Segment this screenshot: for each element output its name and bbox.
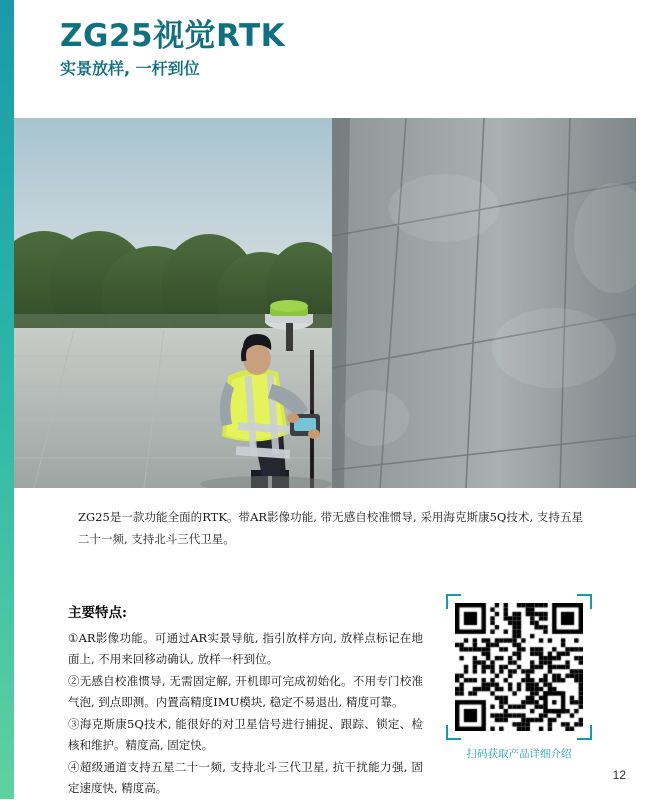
photo-illustration — [14, 118, 636, 488]
features-list — [68, 628, 423, 800]
page-subtitle: 实景放样, 一杆到位 — [60, 59, 200, 78]
qr-corner-bottom-left — [446, 725, 461, 740]
qr-corner-top-left — [446, 594, 461, 609]
feature-item: ②无感自校准惯导, 无需固定解, 开机即可完成初始化。不用专门校准气泡, 到点即测。内置高精度IMU模块, 稳定不易退出, 精度可靠。 — [68, 674, 423, 709]
qr-code-block[interactable] — [455, 603, 583, 731]
product-photo — [14, 118, 636, 488]
qr-code-icon[interactable] — [455, 603, 583, 731]
features-heading: 主要特点: — [68, 605, 127, 621]
qr-corner-bottom-right — [577, 725, 592, 740]
qr-corner-top-right — [577, 594, 592, 609]
qr-caption: 扫码获取产品详细介绍 — [466, 748, 572, 760]
feature-item: ①AR影像功能。可通过AR实景导航, 指引放样方向, 放样点标记在地面上, 不用来回移动确认, 放样一杆到位。 — [68, 631, 423, 666]
feature-item: ④超级通道支持五星二十一频, 支持北斗三代卫星, 抗干扰能力强, 固定速度快, 精度高。 — [68, 760, 423, 795]
page-number: 12 — [612, 768, 626, 782]
feature-item: ③海克斯康5Q技术, 能很好的对卫星信号进行捕捉、跟踪、锁定、检核和维护。精度高, 固定快。 — [68, 717, 423, 752]
left-accent-bar — [0, 0, 14, 799]
product-caption: ZG25是一款功能全面的RTK。带AR影像功能, 带无感自校准惯导, 采用海克斯康5Q技术, 支持五星二十一频, 支持北斗三代卫星。 — [78, 510, 583, 546]
page-title: ZG25视觉RTK — [60, 18, 286, 54]
